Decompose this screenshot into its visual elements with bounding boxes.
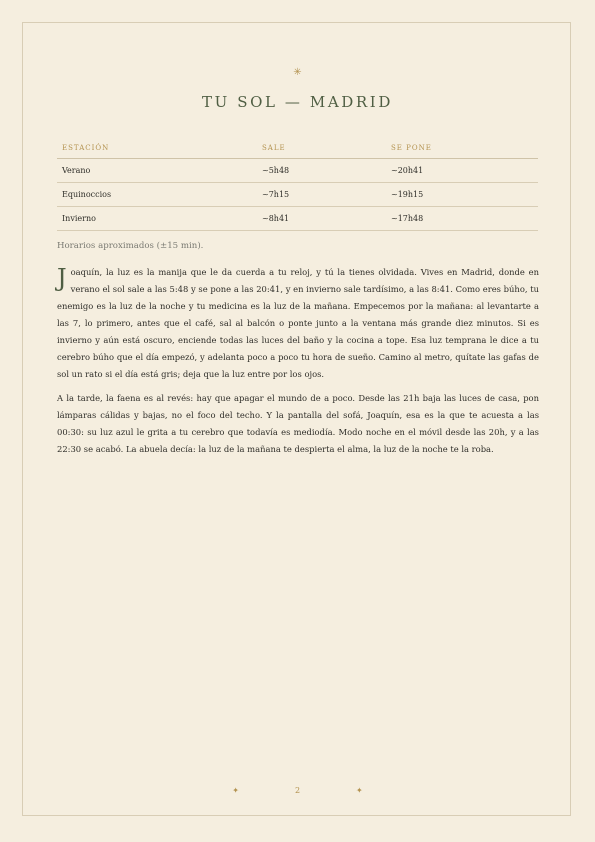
sunset-cell: ~19h15 xyxy=(386,183,538,207)
season-cell: Invierno xyxy=(57,207,257,231)
sunrise-cell: ~8h41 xyxy=(257,207,386,231)
sun-times-table xyxy=(57,137,538,231)
paragraph-morning xyxy=(57,264,539,383)
article-body xyxy=(57,264,539,465)
column-header-season: ESTACIÓN xyxy=(57,137,257,159)
paragraph-evening: A la tarde, la faena es al revés: hay que apagar el mundo de a poco. Desde las 21h baja las luces de casa, pon lámparas cálidas y bajas, no el foco del techo. Y la pantalla del sofá, Joaquín, esa es la que te acuesta a las 00:30: su luz azul le grita a tu cerebro que todavía es mediodía. Modo noche en el móvil desde las 20h, y a las 22:30 se acabó. La abuela decía: la luz de la mañana te despierta el alma, la luz de la noche te la roba. xyxy=(57,393,539,454)
season-cell: Equinoccios xyxy=(57,183,257,207)
sunset-cell: ~20h41 xyxy=(386,159,538,183)
table-row xyxy=(57,207,538,231)
approximation-note: Horarios aproximados (±15 min). xyxy=(57,241,204,251)
sunrise-cell: ~7h15 xyxy=(257,183,386,207)
column-header-sunset: SE PONE xyxy=(386,137,538,159)
page-title: TU SOL — MADRID xyxy=(202,93,393,111)
paragraph-morning-text: oaquín, la luz es la manija que le da cuerda a tu reloj, y tú la tienes olvidada. Vives en Madrid, donde en verano el sol sale a las 5:48 y se pone a las 20:41, y en invierno sale tardísimo, a las 8:41. Como eres búho, tu enemigo es la luz de la noche y tu medicina es la luz de la mañana. Empecemos por la mañana: al levantarte a las 7, lo primero, antes que el café, sal al balcón o ponte junto a la ventana más grande diez minutos. Si es invierno y aún está oscuro, enciende todas las luces del baño y la cocina a tope. Esa luz temprana le dice a tu cerebro búho que el día empezó, y adelanta poco a poco tu hora de sueño. Camino al metro, quítate las gafas de sol un rato si el día está gris; deja que la luz entre por los ojos. xyxy=(57,267,539,379)
page-number: 2 xyxy=(294,786,301,795)
drop-cap: J xyxy=(57,264,67,292)
sun-ornament-icon: ✳ xyxy=(293,67,302,78)
table-header-row xyxy=(57,137,538,159)
table-row xyxy=(57,159,538,183)
column-header-sunrise: SALE xyxy=(257,137,386,159)
page-footer xyxy=(0,786,595,796)
footer-ornament-right-icon: ✦ xyxy=(356,786,363,795)
footer-ornament-left-icon: ✦ xyxy=(232,786,239,795)
table-row xyxy=(57,183,538,207)
sunrise-cell: ~5h48 xyxy=(257,159,386,183)
season-cell: Verano xyxy=(57,159,257,183)
sunset-cell: ~17h48 xyxy=(386,207,538,231)
